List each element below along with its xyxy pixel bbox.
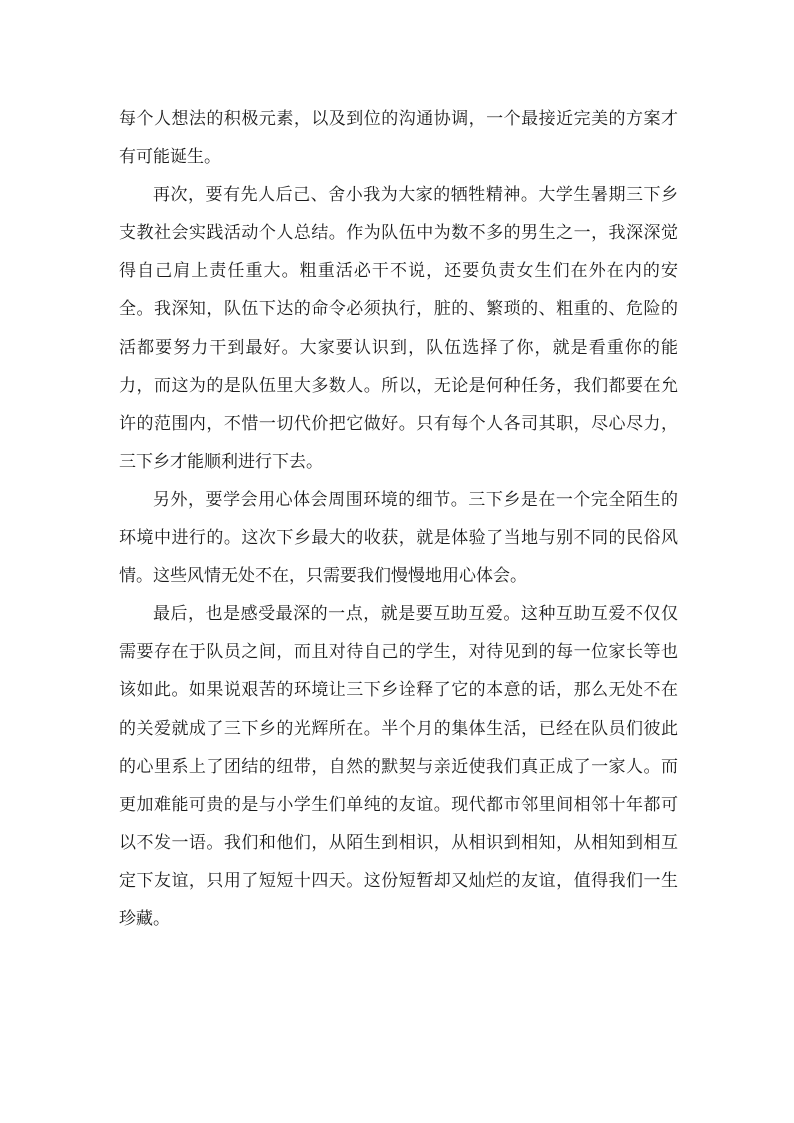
document-body [119,100,678,938]
paragraph-mutual-help: 最后，也是感受最深的一点，就是要互助互爱。这种互助互爱不仅仅需要存在于队员之间，而且对待自己的学生，对待见到的每一位家长等也该如此。如果说艰苦的环境让三下乡诠释了它的本意的话，那么无处不在的关爱就成了三下乡的光辉所在。半个月的集体生活，已经在队员们彼此的心里系上了团结的纽带，自然的默契与亲近使我们真正成了一家人。而更加难能可贵的是与小学生们单纯的友谊。现代都市邻里间相邻十年都可以不发一语。我们和他们，从陌生到相识，从相识到相知，从相知到相互定下友谊，只用了短短十四天。这份短暂却又灿烂的友谊，值得我们一生珍藏。 [119,604,678,929]
paragraph-continuation: 每个人想法的积极元素，以及到位的沟通协调，一个最接近完美的方案才有可能诞生。 [119,109,678,168]
paragraph-sacrifice-spirit: 再次，要有先人后己、舍小我为大家的牺牲精神。大学生暑期三下乡支教社会实践活动个人总结。作为队伍中为数不多的男生之一，我深深觉得自己肩上责任重大。粗重活必干不说，还要负责女生们在外在内的安全。我深知，队伍下达的命令必须执行，脏的、繁琐的、粗重的、危险的活都要努力干到最好。大家要认识到，队伍选择了你，就是看重你的能力，而这为的是队伍里大多数人。所以，无论是何种任务，我们都要在允许的范围内，不惜一切代价把它做好。只有每个人各司其职，尽心尽力，三下乡才能顺利进行下去。 [119,185,678,472]
paragraph-environment-details: 另外，要学会用心体会周围环境的细节。三下乡是在一个完全陌生的环境中进行的。这次下乡最大的收获，就是体验了当地与别不同的民俗风情。这些风情无处不在，只需要我们慢慢地用心体会。 [119,489,678,587]
